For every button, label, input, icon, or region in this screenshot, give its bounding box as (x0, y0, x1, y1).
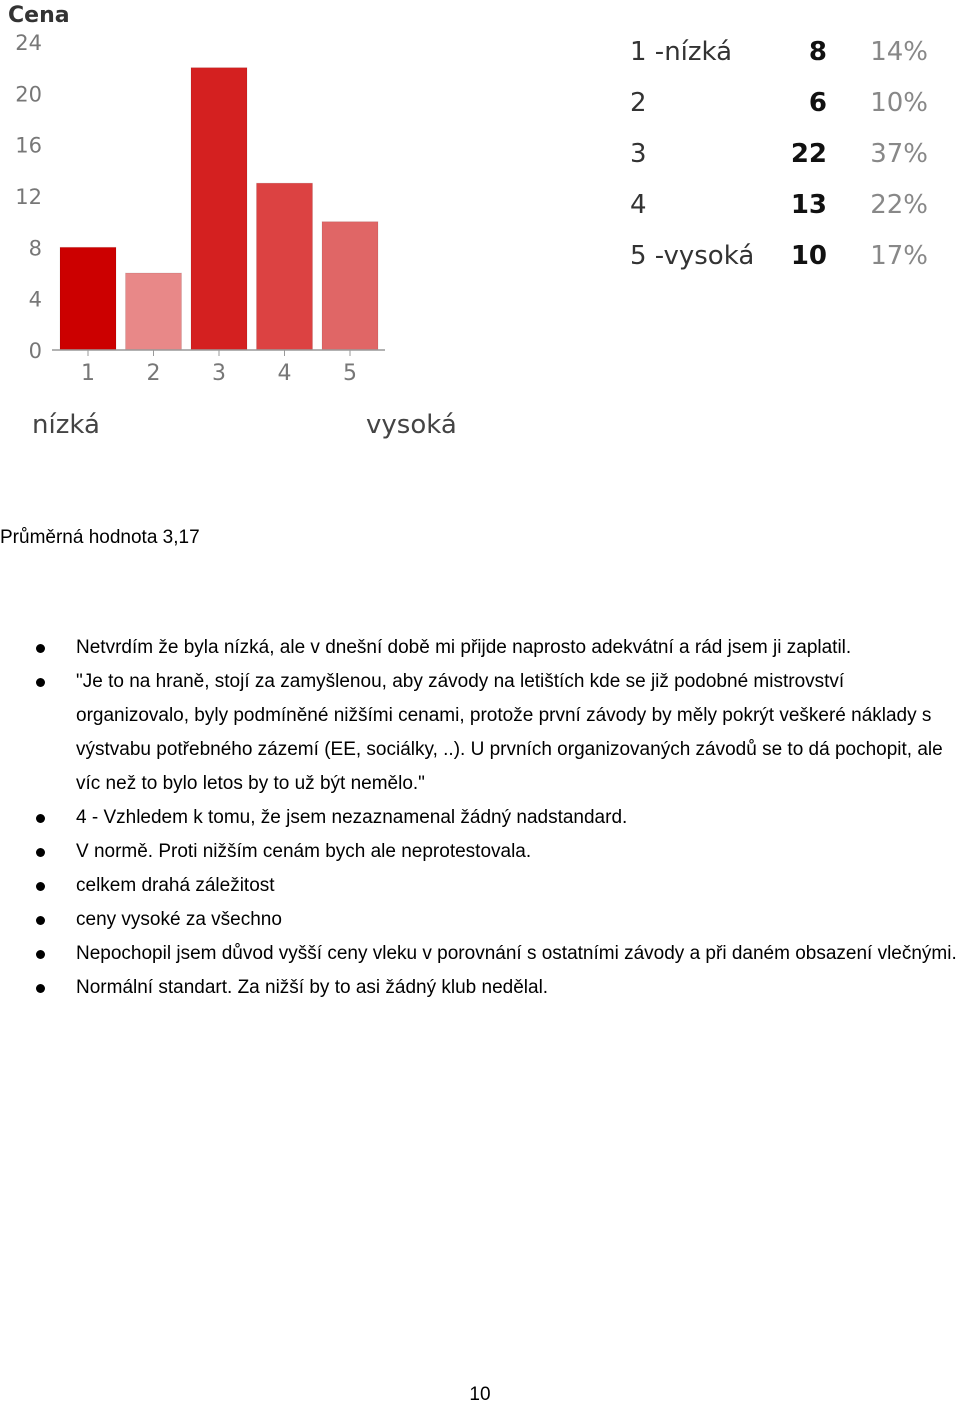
legend-percent: 14% (870, 37, 928, 67)
y-tick-label: 8 (28, 236, 42, 261)
y-tick-label: 12 (15, 185, 42, 209)
y-tick-label: 20 (15, 82, 42, 107)
legend-count: 8 (808, 37, 827, 67)
bullet-icon (36, 950, 45, 959)
legend-label: 4 (630, 190, 647, 220)
legend-label: 1 -nízká (630, 37, 733, 67)
bar-5 (322, 222, 378, 350)
legend-table (630, 37, 928, 271)
x-tick-label: 5 (343, 361, 357, 386)
comment-text: Normální standart. Za nižší by to asi žádný klub nedělal. (76, 977, 549, 998)
comment-item (0, 971, 960, 1005)
x-axis (81, 350, 357, 386)
bullet-icon (36, 984, 45, 993)
comment-text: V normě. Proti nižším cenám bych ale neprotestovala. (76, 841, 532, 862)
bullet-icon (36, 882, 45, 891)
comment-item (0, 903, 960, 937)
y-tick-label: 16 (15, 133, 42, 158)
legend-percent: 22% (870, 190, 928, 220)
comment-item (0, 631, 960, 665)
bullet-icon (36, 848, 45, 857)
comment-text: ceny vysoké za všechno (76, 909, 282, 930)
comment-item (0, 665, 960, 801)
bar-2 (126, 273, 182, 350)
average-value: Průměrná hodnota 3,17 (0, 527, 200, 548)
comment-text: 4 - Vzhledem k tomu, že jsem nezaznamenal žádný nadstandard. (76, 807, 628, 828)
x-label-high: vysoká (366, 410, 457, 440)
bar-4 (257, 183, 313, 350)
comment-list (0, 631, 960, 1005)
legend-label: 3 (630, 139, 647, 169)
comment-item (0, 835, 960, 869)
bullet-icon (36, 916, 45, 925)
comment-item (0, 937, 960, 971)
legend-count: 22 (790, 139, 827, 169)
legend-count: 13 (790, 190, 827, 220)
legend-percent: 17% (870, 241, 928, 271)
comment-text: Netvrdím že byla nízká, ale v dnešní době mi přijde naprosto adekvátní a rád jsem ji zaplatil. (76, 637, 852, 658)
y-tick-label: 24 (15, 31, 42, 55)
bar-1 (60, 247, 116, 350)
chart-title: Cena (8, 3, 70, 28)
bullet-icon (36, 644, 45, 653)
legend-label: 5 -vysoká (630, 241, 755, 271)
bars (60, 68, 378, 350)
bullet-icon (36, 678, 45, 687)
page-number: 10 (469, 1384, 491, 1405)
y-tick-label: 0 (28, 339, 42, 363)
x-tick-label: 1 (81, 361, 95, 386)
comment-text: "Je to na hraně, stojí za zamyšlenou, aby závody na letištích kde se již podobné mistrovství organizovalo, byly podmíněné nižšími cenami, protože první závody by měly pokrýt veškeré náklady s výstvabu potřebného zázemí (EE, sociálky, ..). U prvních organizovaných závodů se to dá pochopit, ale víc než to bylo letos by to už být nemělo." (76, 671, 943, 794)
x-tick-label: 3 (212, 361, 226, 386)
y-tick-label: 4 (28, 287, 42, 312)
legend-percent: 37% (870, 139, 928, 169)
x-tick-label: 4 (277, 361, 292, 386)
rating-chart (0, 0, 960, 460)
bullet-icon (36, 814, 45, 823)
comment-item (0, 869, 960, 903)
y-axis (15, 31, 42, 363)
bar-3 (191, 68, 247, 350)
x-label-low: nízká (32, 410, 100, 440)
x-tick-label: 2 (146, 361, 161, 386)
comment-text: Nepochopil jsem důvod vyšší ceny vleku v porovnání s ostatními závody a při daném obsazení vlečnými. (76, 943, 957, 964)
legend-percent: 10% (870, 88, 928, 118)
comment-text: celkem drahá záležitost (76, 875, 275, 896)
legend-count: 10 (790, 241, 827, 271)
comment-item (0, 801, 960, 835)
legend-label: 2 (630, 88, 647, 118)
legend-count: 6 (808, 88, 827, 118)
